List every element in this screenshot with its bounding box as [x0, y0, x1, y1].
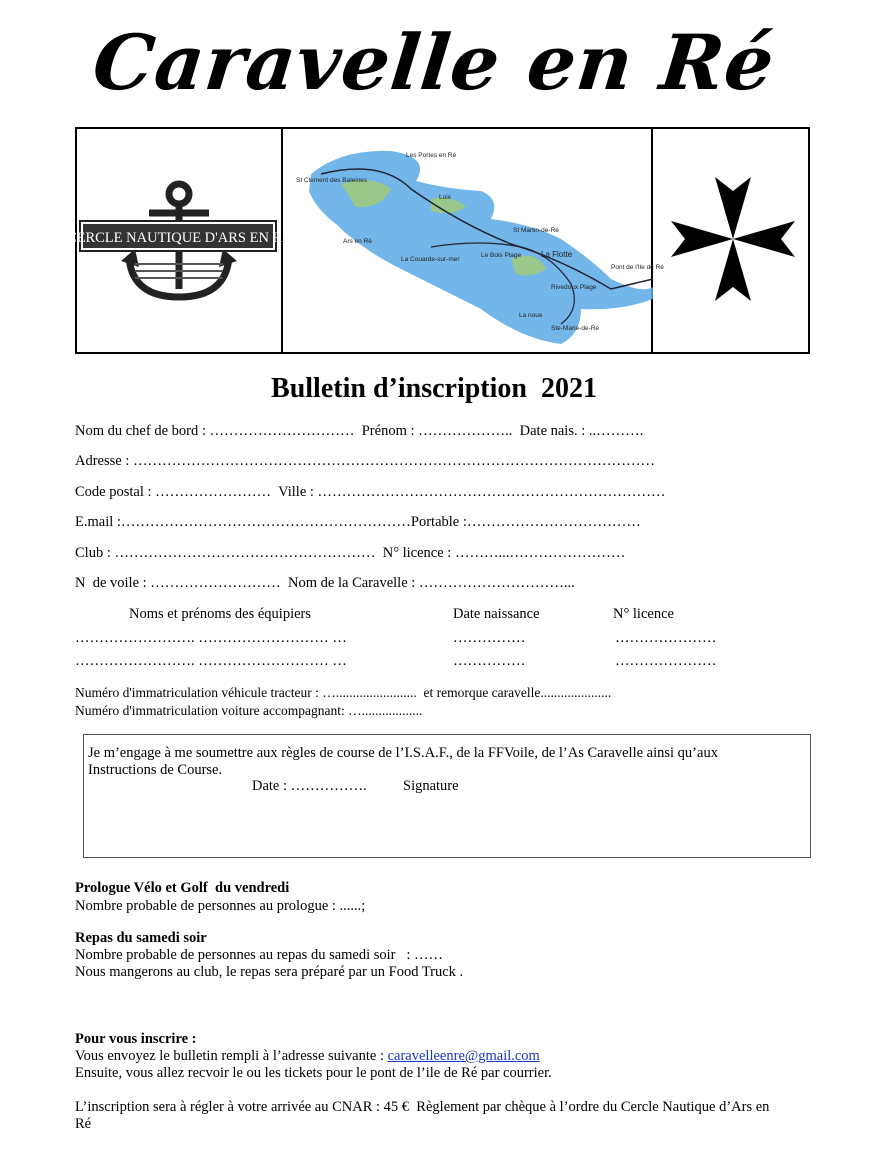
engagement-line1: Je m’engage à me soumettre aux règles de course de l’I.S.A.F., de la FFVoile, de l’As Caravelle ainsi qu’aux — [88, 745, 718, 761]
crew-row-date[interactable]: …………… — [453, 653, 526, 669]
field-adresse[interactable]: Adresse : ……………………………………………………………………………………………… — [75, 453, 655, 469]
inscription-line4: Ré — [75, 1116, 92, 1132]
map-label: La Couarde-sur-mer — [401, 256, 460, 263]
field-voile[interactable]: N de voile : ……………………… Nom de la Caravelle : …………………………... — [75, 575, 575, 591]
engagement-box — [83, 734, 811, 858]
anchor-logo — [66, 129, 292, 352]
map-label: St Martin-de-Ré — [513, 227, 559, 234]
map-label: Pont de l'Ile de Ré — [611, 264, 664, 271]
inscription-line2: Ensuite, vous allez recvoir le ou les tickets pour le pont de l’ile de Ré par courrier. — [75, 1065, 552, 1081]
logo-text: CERCLE NAUTIQUE D'ARS EN RE — [66, 230, 292, 246]
crew-col-names: Noms et prénoms des équipiers — [129, 606, 312, 622]
prologue-title: Prologue Vélo et Golf du vendredi — [75, 880, 290, 896]
maltese-cross-icon — [653, 129, 808, 352]
field-email[interactable]: E.mail :……………………………………………………Portable :……………………………… — [75, 514, 641, 530]
inscription-line3: L’inscription sera à régler à votre arrivée au CNAR : 45 € Règlement par chèque à l’ordre du Cercle Nautique d’Ars en — [75, 1099, 770, 1115]
crew-row-date[interactable]: …………… — [453, 630, 526, 646]
engagement-date[interactable]: Date : ……………. — [252, 778, 367, 794]
map-cell — [281, 129, 664, 352]
map-label: La Flotte — [541, 250, 573, 259]
repas-line2: Nous mangerons au club, le repas sera préparé par un Food Truck . — [75, 964, 464, 980]
form-title: Bulletin d’inscription 2021 — [271, 373, 597, 404]
field-voiture-accompagnant[interactable]: Numéro d'immatriculation voiture accompagnant: ….................. — [75, 703, 423, 718]
inscription-line1 — [75, 1048, 540, 1065]
crew-row-names[interactable]: ……………………. ……………………… … — [75, 653, 347, 669]
header-table — [66, 127, 810, 354]
map-label: Ars en Ré — [343, 238, 372, 245]
field-chef-de-bord[interactable]: Nom du chef de bord : ………………………… Prénom : ……………….. Date nais. : ..………. — [75, 423, 644, 439]
club-logo-cell — [66, 129, 292, 352]
field-code-postal[interactable]: Code postal : …………………… Ville : ……………………………………………………………… — [75, 484, 666, 500]
map-label: Le Bois Plage — [481, 252, 522, 259]
map-label: Rivedoux Plage — [551, 284, 597, 291]
engagement-line2: Instructions de Course. — [88, 762, 223, 778]
map-label: St Clement des Baleines — [296, 177, 368, 184]
field-club[interactable]: Club : ……………………………………………… N° licence : ………...…………………… — [75, 545, 626, 561]
crew-row-licence[interactable]: ………………… — [615, 653, 717, 669]
crew-row-names[interactable]: ……………………. ……………………… … — [75, 630, 347, 646]
crew-col-date: Date naissance — [453, 606, 540, 622]
crew-col-licence: N° licence — [613, 606, 674, 622]
repas-line1[interactable]: Nombre probable de personnes au repas du samedi soir : …… — [75, 947, 444, 963]
engagement-signature[interactable]: Signature — [403, 778, 459, 794]
repas-title: Repas du samedi soir — [75, 930, 207, 946]
field-vehicule-tracteur[interactable]: Numéro d'immatriculation véhicule tracteur : …........................ et remorque caravelle..................... — [75, 685, 612, 700]
ile-de-re-map — [281, 129, 664, 352]
crew-row-licence[interactable]: ………………… — [615, 630, 717, 646]
map-label: Ste-Marie-de-Ré — [551, 325, 600, 332]
email-link[interactable]: caravelleenre@gmail.com — [387, 1048, 540, 1064]
map-label: Loix — [439, 194, 451, 201]
inscription-title: Pour vous inscrire : — [75, 1031, 197, 1047]
map-label: La noue — [519, 312, 543, 319]
map-label: Les Portes en Ré — [406, 152, 457, 159]
maltese-cross-cell — [653, 129, 808, 352]
inscription-line1-text: Vous envoyez le bulletin rempli à l’adresse suivante : — [75, 1048, 388, 1064]
prologue-text[interactable]: Nombre probable de personnes au prologue : ......; — [75, 898, 366, 914]
page-title: Caravelle en Ré — [88, 18, 780, 107]
